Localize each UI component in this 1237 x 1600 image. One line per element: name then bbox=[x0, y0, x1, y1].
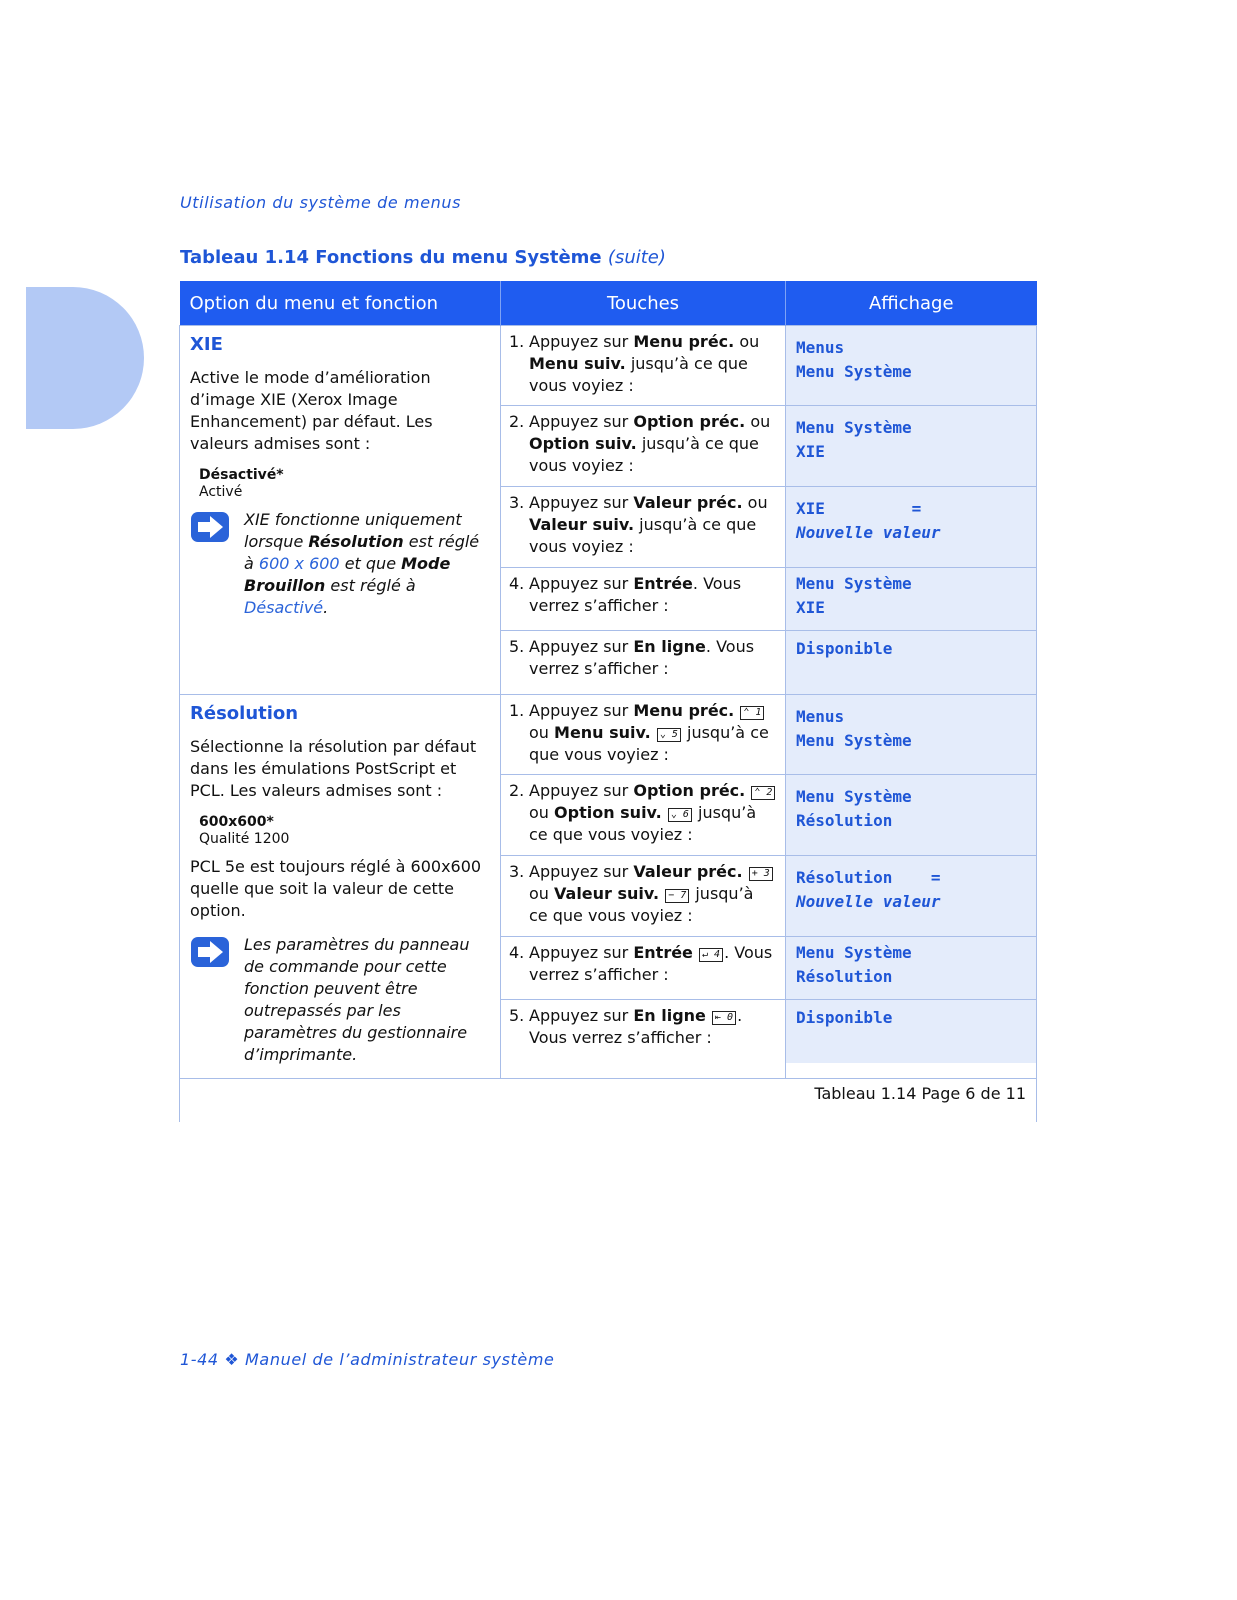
value-item: Activé bbox=[199, 484, 243, 500]
step-1: 1. Appuyez sur Menu préc. ⌃ 1 ou Menu suiv. ⌄ 5 jusqu’à ce que vous voyiez : bbox=[501, 695, 785, 775]
key-6-icon: ⌄ 6 bbox=[668, 808, 692, 822]
value-item: Qualité 1200 bbox=[199, 831, 290, 847]
display-screen: Menu Système Résolution bbox=[786, 775, 1036, 856]
display-screen: Résolution = Nouvelle valeur bbox=[786, 856, 1036, 937]
menu-functions-table bbox=[179, 281, 1037, 1122]
value-default: 600x600* bbox=[199, 814, 274, 830]
display-screen: Menus Menu Système bbox=[786, 695, 1036, 775]
display-screen: Disponible bbox=[786, 631, 1036, 694]
option-description-xie: Active le mode d’amélioration d’image XIE (Xerox Image Enhancement) par défaut. Les valeurs admises sont : bbox=[190, 368, 433, 453]
display-screen: Menu Système XIE bbox=[786, 568, 1036, 631]
display-screen: Disponible bbox=[786, 1000, 1036, 1063]
step-1: 1. Appuyez sur Menu préc. ou Menu suiv. jusqu’à ce que vous voyiez : bbox=[501, 326, 785, 406]
table-row-resolution bbox=[180, 695, 1037, 1079]
link-desactive[interactable]: Désactivé bbox=[244, 598, 324, 617]
key-5-icon: ⌄ 5 bbox=[657, 728, 681, 742]
header-display: Affichage bbox=[786, 281, 1037, 326]
key-1-icon: ⌃ 1 bbox=[740, 706, 764, 720]
table-title bbox=[180, 247, 666, 268]
step-2: 2. Appuyez sur Option préc. ou Option suiv. jusqu’à ce que vous voyiez : bbox=[501, 406, 785, 487]
steps-cell-xie bbox=[501, 326, 786, 695]
option-title-xie: XIE bbox=[190, 334, 223, 355]
note-resolution bbox=[190, 934, 490, 1066]
key-enter-icon: ↵ 4 bbox=[699, 948, 723, 962]
table-title-suffix: (suite) bbox=[607, 247, 666, 268]
steps-cell-resolution bbox=[501, 695, 786, 1079]
step-2: 2. Appuyez sur Option préc. ⌃ 2 ou Option suiv. ⌄ 6 jusqu’à ce que vous voyiez : bbox=[501, 775, 785, 856]
step-5: 5. Appuyez sur En ligne. Vous verrez s’afficher : bbox=[509, 637, 755, 678]
note-arrow-icon bbox=[190, 511, 230, 543]
step-4: 4. Appuyez sur Entrée. Vous verrez s’afficher : bbox=[501, 568, 785, 631]
header-option: Option du menu et fonction bbox=[180, 281, 501, 326]
table-title-text: Tableau 1.14 Fonctions du menu Système bbox=[180, 247, 602, 268]
option-description-resolution: Sélectionne la résolution par défaut dans les émulations PostScript et PCL. Les valeurs admises sont : bbox=[190, 737, 477, 800]
key-7-icon: − 7 bbox=[665, 889, 689, 903]
step-5: 5. Appuyez sur En ligne ⇤ 0 . Vous verrez s’afficher : bbox=[509, 1006, 743, 1047]
display-screen: Menu Système XIE bbox=[786, 406, 1036, 487]
note-arrow-icon bbox=[190, 936, 230, 968]
step-3: 3. Appuyez sur Valeur préc. ou Valeur suiv. jusqu’à ce que vous voyiez : bbox=[501, 487, 785, 568]
option-values-resolution bbox=[199, 814, 490, 848]
key-2-icon: ⌃ 2 bbox=[751, 786, 775, 800]
step-3: 3. Appuyez sur Valeur préc. + 3 ou Valeur suiv. − 7 jusqu’à ce que vous voyiez : bbox=[501, 856, 785, 937]
page-footer: 1-44 ❖ Manuel de l’administrateur système bbox=[180, 1350, 555, 1369]
value-default: Désactivé* bbox=[199, 467, 284, 483]
display-screen: Menus Menu Système bbox=[786, 326, 1036, 406]
chapter-tab-marker bbox=[26, 287, 144, 429]
link-600x600[interactable]: 600 x 600 bbox=[258, 554, 340, 573]
note-text-resolution: Les paramètres du panneau de commande pour cette fonction peuvent être outrepassés par les paramètres du gestionnaire d’imprimante. bbox=[244, 935, 470, 1064]
option-values-xie bbox=[199, 467, 490, 501]
option-cell-xie bbox=[180, 326, 501, 695]
option-cell-resolution bbox=[180, 695, 501, 1079]
display-screen: XIE = Nouvelle valeur bbox=[786, 487, 1036, 568]
key-3-icon: + 3 bbox=[749, 867, 773, 881]
header-keys: Touches bbox=[501, 281, 786, 326]
display-cell-resolution bbox=[786, 695, 1037, 1079]
option-remark-resolution: PCL 5e est toujours réglé à 600x600 quelle que soit la valeur de cette option. bbox=[190, 857, 482, 920]
table-page-indicator: Tableau 1.14 Page 6 de 11 bbox=[180, 1079, 1037, 1123]
table-footer-row bbox=[180, 1079, 1037, 1123]
option-title-resolution: Résolution bbox=[190, 703, 299, 724]
note-xie bbox=[190, 509, 490, 619]
display-screen: Menu Système Résolution bbox=[786, 937, 1036, 1000]
table-row-xie bbox=[180, 326, 1037, 695]
running-head: Utilisation du système de menus bbox=[180, 193, 462, 212]
display-cell-xie bbox=[786, 326, 1037, 695]
note-text-xie: XIE fonctionne uniquement lorsque Résolution est réglé à 600 x 600 et que Mode Brouillon est réglé à Désactivé. bbox=[244, 510, 480, 617]
key-online-icon: ⇤ 0 bbox=[712, 1011, 736, 1025]
table-header-row bbox=[180, 281, 1037, 326]
step-4: 4. Appuyez sur Entrée ↵ 4 . Vous verrez s’afficher : bbox=[501, 937, 785, 1000]
